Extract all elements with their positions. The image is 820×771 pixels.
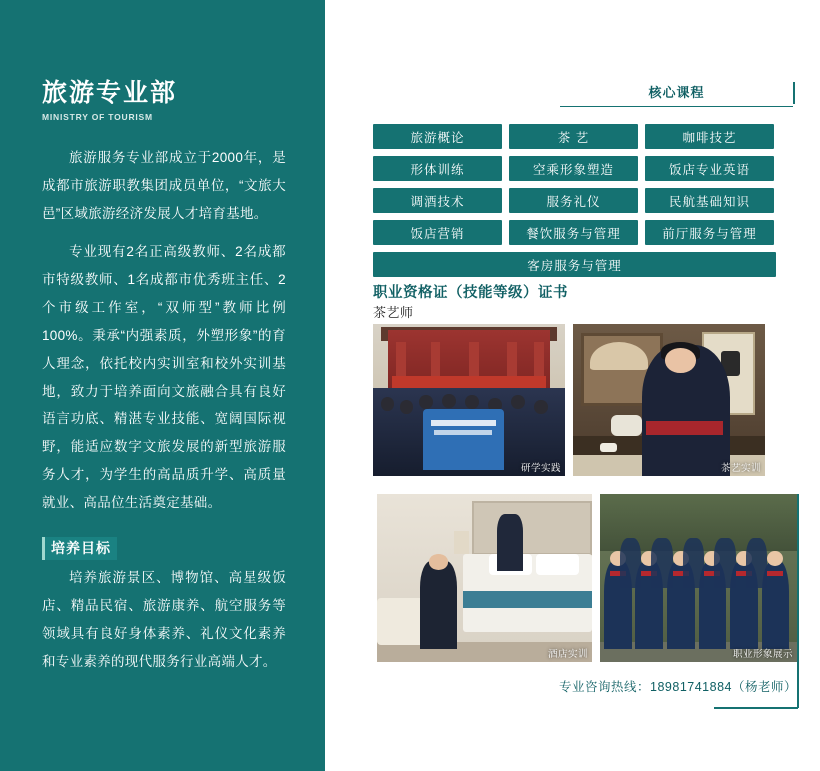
photo-staff-body bbox=[497, 514, 523, 571]
photo-caption: 茶艺实训 bbox=[720, 463, 761, 474]
photo-person-scarf bbox=[767, 571, 783, 576]
section-heading-goal: 培养目标 bbox=[42, 537, 117, 560]
photo-caption: 研学实践 bbox=[520, 463, 561, 474]
photo-banner-text bbox=[431, 420, 496, 426]
photo-person-body bbox=[683, 538, 705, 588]
photo-staff-head bbox=[429, 554, 448, 569]
core-courses-header-rule bbox=[793, 82, 795, 104]
course-chip: 民航基础知识 bbox=[645, 188, 774, 213]
core-courses-header-label: 核心课程 bbox=[648, 85, 705, 100]
photo-staff-body bbox=[420, 561, 457, 648]
photo-person-body bbox=[651, 538, 673, 588]
left-info-panel bbox=[0, 0, 325, 771]
page-title: 旅游专业部 bbox=[42, 79, 178, 107]
photo-pillow bbox=[536, 554, 579, 574]
left-panel-content bbox=[42, 78, 286, 686]
course-chip: 旅游概论 bbox=[373, 124, 502, 149]
course-chip: 餐饮服务与管理 bbox=[509, 220, 638, 245]
course-chip: 饭店专业英语 bbox=[645, 156, 774, 181]
photo-banner-text bbox=[434, 430, 492, 435]
course-chip: 服务礼仪 bbox=[509, 188, 638, 213]
certificate-section-title: 职业资格证（技能等级）证书 bbox=[373, 285, 568, 301]
photo-lamp bbox=[454, 531, 469, 555]
photo-caption: 职业形象展示 bbox=[732, 649, 793, 660]
photo-banner-cloth bbox=[423, 409, 504, 470]
photo-person-body bbox=[746, 538, 768, 588]
photo-professional-image-display bbox=[600, 494, 797, 662]
photo-hotel-training bbox=[377, 494, 592, 662]
photo-person-body bbox=[620, 538, 642, 588]
photo-person-head bbox=[442, 394, 455, 408]
hotline-vertical-rule bbox=[797, 494, 799, 708]
photo-person-head bbox=[511, 395, 524, 409]
photo-person-belt bbox=[646, 421, 723, 435]
certificate-item: 茶艺师 bbox=[373, 305, 414, 320]
photo-tea-art-training bbox=[573, 324, 765, 476]
photo-person-head bbox=[400, 400, 413, 414]
photo-person-head bbox=[419, 395, 432, 409]
course-chip: 空乘形象塑造 bbox=[509, 156, 638, 181]
page-title-english: MINISTRY OF TOURISM bbox=[42, 112, 153, 122]
photo-person-head bbox=[534, 400, 547, 414]
photo-person-head bbox=[381, 397, 394, 411]
photo-research-practice bbox=[373, 324, 565, 476]
photo-caption: 酒店实训 bbox=[547, 649, 588, 660]
course-chip: 形体训练 bbox=[373, 156, 502, 181]
intro-paragraph-1: 旅游服务专业部成立于2000年，是成都市旅游职教集团成员单位，“文旅大邑”区域旅游经济发展人才培育基地。 bbox=[42, 150, 286, 221]
intro-paragraph-2: 专业现有2名正高级教师、2名成都市特级教师、1名成都市优秀班主任、2个市级工作室，“双师型”教师比例100%。秉承“内强素质，外塑形象”的育人理念，依托校内实训室和校外实训基地，致力于培养面向文旅融合具有良好语言功底、精湛专业技能、宽阔国际视野，能适应数字文旅发展的新型旅游服务人才，为学生的高品质升学、高质量就业、高品位生活奠定基础。 bbox=[42, 243, 286, 511]
photo-headboard bbox=[472, 501, 592, 555]
photo-teacup bbox=[600, 443, 617, 452]
course-chip: 调酒技术 bbox=[373, 188, 502, 213]
core-courses-header bbox=[560, 82, 793, 107]
course-chip: 前厅服务与管理 bbox=[645, 220, 774, 245]
photo-person-body bbox=[714, 538, 736, 588]
photo-teapot bbox=[611, 415, 642, 436]
photo-bed-runner bbox=[463, 591, 592, 608]
course-chip: 茶 艺 bbox=[509, 124, 638, 149]
course-chip: 咖啡技艺 bbox=[645, 124, 774, 149]
course-chip: 饭店营销 bbox=[373, 220, 502, 245]
photo-person-face bbox=[665, 348, 696, 372]
goal-paragraph: 培养旅游景区、博物馆、高星级饭店、精品民宿、旅游康养、航空服务等领域具有良好身体素养、礼仪文化素养和专业素养的现代服务行业高端人才。 bbox=[42, 570, 286, 669]
photo-banner bbox=[392, 376, 546, 388]
photo-person-head bbox=[465, 395, 478, 409]
consultation-hotline: 专业咨询热线：18981741884（杨老师） bbox=[559, 680, 797, 694]
hotline-horizontal-rule bbox=[714, 707, 798, 709]
course-grid bbox=[373, 124, 776, 277]
course-chip: 客房服务与管理 bbox=[373, 252, 776, 277]
